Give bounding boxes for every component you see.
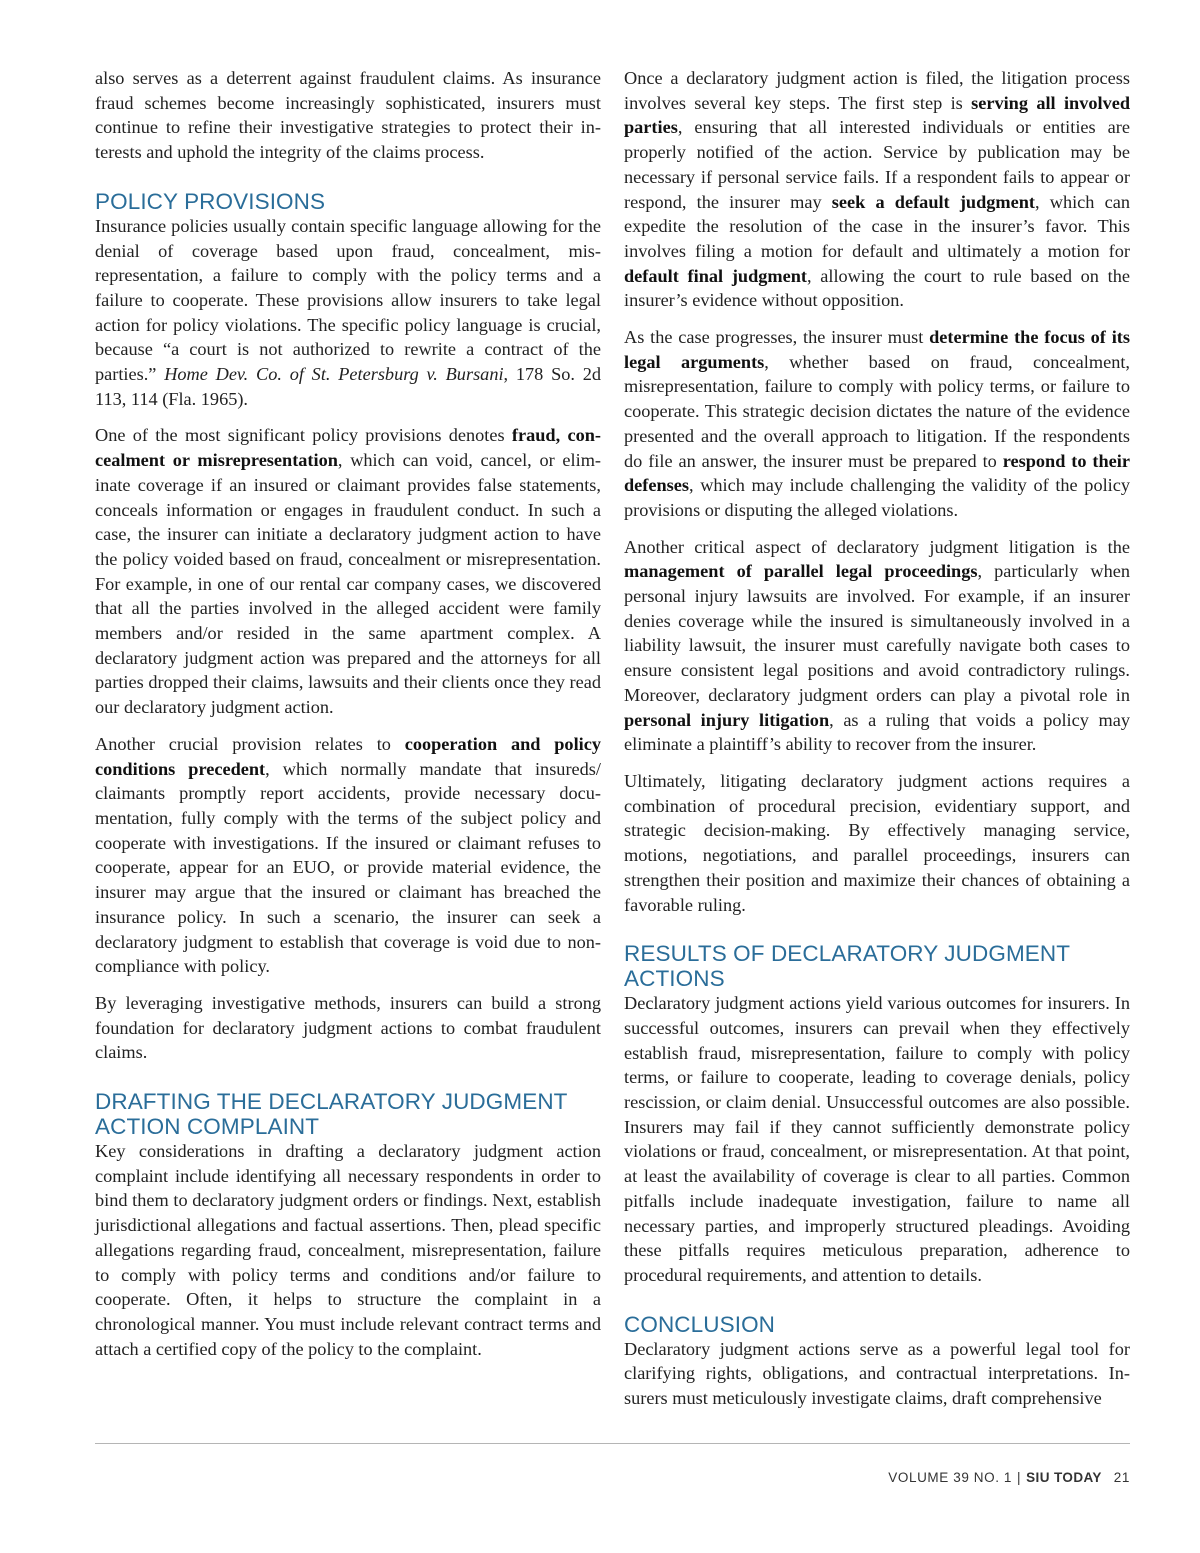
cooperation-paragraph: Another crucial provision relates to cooperation and policy conditions precedent, which normally mandate that insureds/ claimants promptly report accidents, provide necessary documentation, fully comply with the terms of the subject policy and cooperate with investigations. If the insured or claimant refuses to cooperate, appear for an EUO, or provide material evidence, the insurer may argue that the insured or claimant has breached the insurance policy. In such a scenario, the insurer can seek a declaratory judgment to establish that coverage is void due to non-compliance with policy. bbox=[95, 733, 601, 977]
intro-paragraph: also serves as a deterrent against fraudulent claims. As insurance fraud schemes become increasingly sophisticated, insurers must continue to refine their investigative strategies to protect their interests and uphold the integrity of the claims process. bbox=[95, 68, 601, 163]
heading-conclusion: CONCLUSION bbox=[624, 1311, 776, 1337]
fraud-paragraph: One of the most significant policy provisions denotes fraud, concealment or misrepresentation, which can void, cancel, or eliminate coverage if an insured or claimant provides false statements, conceals information or engages in fraudulent conduct. In such a case, the insurer can initiate a declaratory judgment action to have the policy voided based on fraud, concealment or misrepresentation. For example, in one of our rental car company cases, we discovered that all the parties involved in the alleged accident were family members and/or resided in the same apartment complex. A declaratory judgment action was prepared and the attorneys for all parties dropped their claims, lawsuits and their clients once they read our declaratory judgment action. bbox=[95, 425, 602, 718]
footer-volume: VOLUME 39 NO. 1 bbox=[888, 1470, 1013, 1485]
footer-divider bbox=[95, 1443, 1130, 1444]
results-paragraph: Declaratory judgment actions yield various outcomes for insurers. In successful outcomes, insurers can prevail when they effectively establish fraud, misrepresentation, failure to comply with policy terms, or failure to cooperate, leading to coverage denials, policy rescission, or claim denial. Unsuccessful outcomes are also possible. Insurers may fail if they cannot sufficiently demonstrate policy violations or fraud, concealment, or misrepresentation. At that point, at least the availability of coverage is clear to all parties. Common pitfalls include inadequate investigation, failure to name all necessary parties, and improperly structured pleadings. Avoiding these pitfalls requires meticulous preparation, adherence to procedural requirements, and attention to details. bbox=[624, 993, 1130, 1285]
footer-page-number: 21 bbox=[1113, 1470, 1130, 1485]
left-column bbox=[95, 66, 601, 1373]
heading-results: RESULTS OF DECLARATORY JUDGMENT ACTIONS bbox=[624, 941, 1070, 992]
policy-paragraph: Insurance policies usually contain specific language allowing for the denial of coverage based upon fraud, concealment, misrepresentation, a failure to comply with the policy terms and a failure to cooperate. These provisions allow insurers to take legal action for policy violations. The specific policy language is crucial, because “a court is not authorized to rewrite a contract of the parties.” Home Dev. Co. of St. Petersburg v. Bursani, 178 So. 2d 113, 114 (Fla. 1965). bbox=[95, 215, 601, 409]
drafting-paragraph: Key considerations in drafting a declaratory judgment action complaint include identifying all necessary respondents in order to bind them to declaratory judgment orders or findings. Next, establish jurisdictional allegations and factual assertions. Then, plead specific allegations regarding fraud, concealment, misrepresentation, failure to comply with policy terms and conditions and/or failure to cooperate. Often, it helps to structure the complaint in a chronological manner. You must include relevant contract terms and attach a certified copy of the policy to the complaint. bbox=[95, 1141, 601, 1359]
ultimately-paragraph: Ultimately, litigating declaratory judgment actions requires a combination of procedural precision, evidentiary support, and strategic decision-making. By effectively managing service, motions, negotiations, and parallel proceedings, insurers can strengthen their position and maximize their chances of obtaining a favorable ruling. bbox=[624, 770, 1130, 915]
footer-separator: | bbox=[1017, 1470, 1022, 1485]
right-column bbox=[624, 66, 1130, 1423]
heading-policy-provisions: POLICY PROVISIONS bbox=[95, 188, 326, 214]
footer-magazine-title: SIU TODAY bbox=[1026, 1470, 1102, 1485]
page-footer bbox=[888, 1470, 1130, 1485]
leverage-paragraph: By leveraging investigative methods, insurers can build a strong foundation for declaratory judgment actions to combat fraudulent claims. bbox=[95, 992, 601, 1063]
filed-paragraph: Once a declaratory judgment action is filed, the litigation process involves several key steps. The first step is serving all involved parties, ensuring that all interested individuals or entities are properly notified of the action. Service by publication may be necessary if personal service fails. If a respondent fails to appear or respond, the insurer may seek a default judgment, which can expedite the resolution of the case in the insurer’s favor. This involves filing a motion for default and ultimately a motion for default final judgment, allowing the court to rule based on the insurer’s evidence without opposition. bbox=[624, 68, 1130, 311]
focus-paragraph: As the case progresses, the insurer must determine the focus of its legal arguments, whether based on fraud, concealment, misrepresentation, failure to comply with policy terms, or failure to cooperate. This strategic decision dictates the nature of the evidence presented and the overall approach to litigation. If the respondents do file an answer, the insurer must be prepared to respond to their defenses, which may include challenging the validity of the policy provisions or disputing the alleged violations. bbox=[624, 327, 1130, 520]
conclusion-paragraph: Declaratory judgment actions serve as a powerful legal tool for clarifying rights, obligations, and contractual interpretations. Insurers must meticulously investigate claims, draft comprehensive bbox=[624, 1338, 1130, 1409]
parallel-paragraph: Another critical aspect of declaratory judgment litigation is the management of parallel legal proceedings, particularly when personal injury lawsuits are involved. For example, if an insurer denies coverage while the insured is simultaneously involved in a liability lawsuit, the insurer must carefully navigate both cases to ensure consistent legal positions and avoid contradictory rulings. Moreover, declaratory judgment orders can play a pivotal role in personal injury litigation, as a ruling that voids a policy may eliminate a plaintiff’s ability to recover from the insurer. bbox=[624, 536, 1130, 755]
heading-drafting: DRAFTING THE DECLARATORY JUDGMENT ACTION COMPLAINT bbox=[95, 1089, 568, 1140]
case-citation: Home Dev. Co. of St. Petersburg v. Bursani bbox=[164, 364, 504, 385]
